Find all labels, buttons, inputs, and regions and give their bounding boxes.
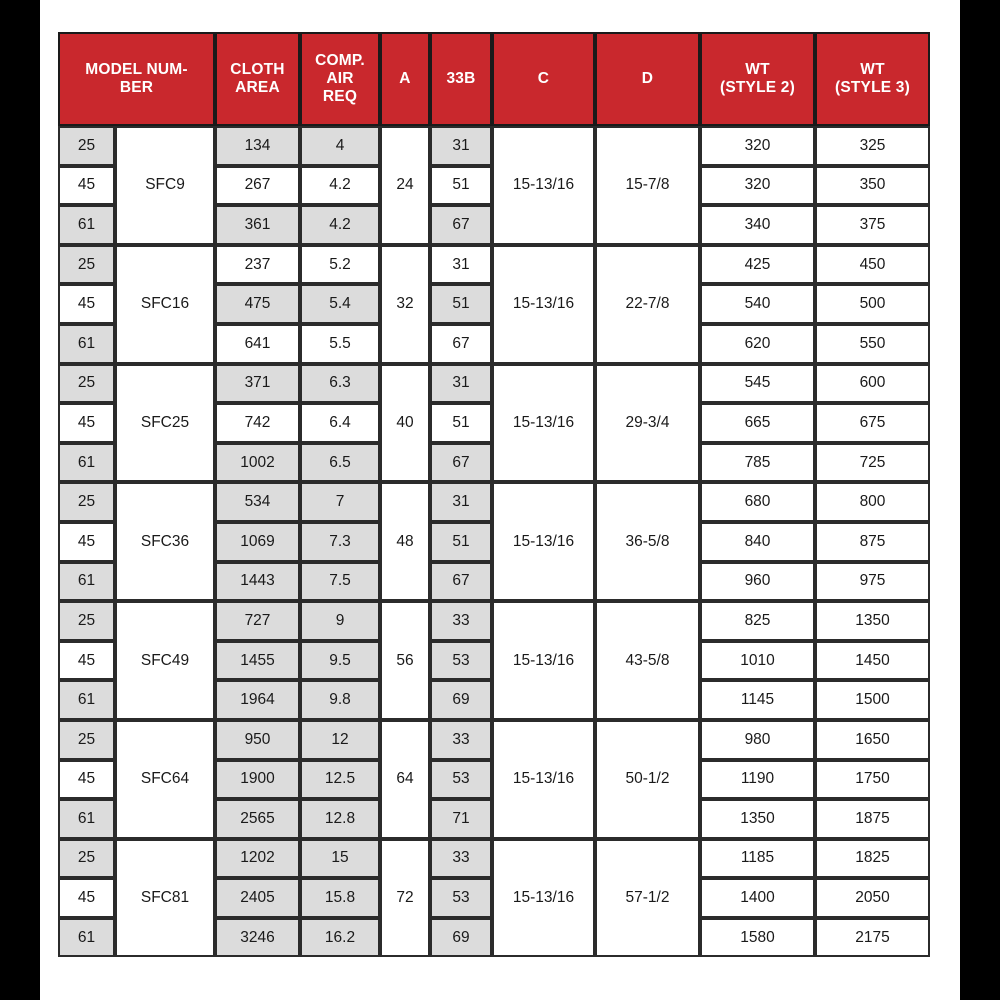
cell-wt-style-3: 1825 <box>815 839 930 879</box>
cell-d: 57-1/2 <box>595 839 700 958</box>
cell-wt-style-2: 320 <box>700 166 815 206</box>
cell-a: 56 <box>380 601 430 720</box>
cell-33b: 31 <box>430 482 492 522</box>
cell-wt-style-2: 1580 <box>700 918 815 958</box>
cell-model-number: 25 <box>58 839 115 879</box>
cell-wt-style-3: 875 <box>815 522 930 562</box>
cell-33b: 67 <box>430 324 492 364</box>
cell-cloth-area: 237 <box>215 245 300 285</box>
cell-model-number: 25 <box>58 364 115 404</box>
cell-cloth-area: 2565 <box>215 799 300 839</box>
cell-comp-air-req: 7.5 <box>300 562 380 602</box>
cell-wt-style-2: 545 <box>700 364 815 404</box>
table-row <box>58 126 930 166</box>
cell-model-number: 45 <box>58 641 115 681</box>
cell-wt-style-3: 800 <box>815 482 930 522</box>
table-row <box>58 720 930 760</box>
cell-comp-air-req: 9 <box>300 601 380 641</box>
specification-table <box>58 32 930 957</box>
cell-cloth-area: 727 <box>215 601 300 641</box>
cell-cloth-area: 371 <box>215 364 300 404</box>
cell-cloth-area: 1202 <box>215 839 300 879</box>
table-row <box>58 364 930 404</box>
cell-wt-style-2: 1190 <box>700 760 815 800</box>
cell-model-name: SFC81 <box>115 839 215 958</box>
cell-33b: 67 <box>430 205 492 245</box>
cell-comp-air-req: 4 <box>300 126 380 166</box>
cell-a: 64 <box>380 720 430 839</box>
cell-wt-style-2: 960 <box>700 562 815 602</box>
cell-comp-air-req: 5.5 <box>300 324 380 364</box>
cell-wt-style-3: 375 <box>815 205 930 245</box>
cell-wt-style-3: 1500 <box>815 680 930 720</box>
cell-model-number: 25 <box>58 126 115 166</box>
cell-wt-style-2: 540 <box>700 284 815 324</box>
cell-wt-style-3: 975 <box>815 562 930 602</box>
cell-model-number: 61 <box>58 799 115 839</box>
cell-comp-air-req: 5.2 <box>300 245 380 285</box>
cell-comp-air-req: 16.2 <box>300 918 380 958</box>
cell-wt-style-2: 825 <box>700 601 815 641</box>
cell-wt-style-3: 325 <box>815 126 930 166</box>
cell-model-number: 25 <box>58 720 115 760</box>
cell-model-number: 25 <box>58 482 115 522</box>
cell-cloth-area: 1002 <box>215 443 300 483</box>
cell-d: 43-5/8 <box>595 601 700 720</box>
cell-wt-style-3: 500 <box>815 284 930 324</box>
cell-33b: 53 <box>430 641 492 681</box>
cell-wt-style-2: 425 <box>700 245 815 285</box>
cell-c: 15-13/16 <box>492 126 595 245</box>
cell-comp-air-req: 12.8 <box>300 799 380 839</box>
cell-33b: 51 <box>430 522 492 562</box>
table-row <box>58 839 930 879</box>
table-header <box>58 32 930 126</box>
cell-33b: 53 <box>430 878 492 918</box>
table-row <box>58 482 930 522</box>
cell-wt-style-3: 1350 <box>815 601 930 641</box>
cell-comp-air-req: 6.3 <box>300 364 380 404</box>
cell-cloth-area: 134 <box>215 126 300 166</box>
cell-33b: 31 <box>430 245 492 285</box>
header-cell-model-number: MODEL NUM- BER <box>58 32 215 126</box>
cell-comp-air-req: 9.5 <box>300 641 380 681</box>
cell-wt-style-3: 450 <box>815 245 930 285</box>
cell-cloth-area: 1455 <box>215 641 300 681</box>
cell-model-number: 61 <box>58 918 115 958</box>
cell-cloth-area: 1069 <box>215 522 300 562</box>
header-cell-wt-style-3: WT (STYLE 3) <box>815 32 930 126</box>
cell-cloth-area: 641 <box>215 324 300 364</box>
cell-cloth-area: 742 <box>215 403 300 443</box>
cell-c: 15-13/16 <box>492 601 595 720</box>
cell-d: 22-7/8 <box>595 245 700 364</box>
cell-model-number: 61 <box>58 562 115 602</box>
table-row <box>58 601 930 641</box>
cell-model-number: 45 <box>58 878 115 918</box>
cell-model-number: 25 <box>58 245 115 285</box>
cell-33b: 33 <box>430 601 492 641</box>
table-row <box>58 245 930 285</box>
cell-33b: 71 <box>430 799 492 839</box>
cell-33b: 69 <box>430 918 492 958</box>
cell-wt-style-2: 680 <box>700 482 815 522</box>
cell-model-number: 61 <box>58 443 115 483</box>
cell-a: 40 <box>380 364 430 483</box>
header-cell-cloth-area: CLOTH AREA <box>215 32 300 126</box>
cell-33b: 31 <box>430 364 492 404</box>
cell-model-name: SFC36 <box>115 482 215 601</box>
cell-wt-style-3: 1450 <box>815 641 930 681</box>
cell-33b: 67 <box>430 443 492 483</box>
cell-model-number: 45 <box>58 522 115 562</box>
cell-33b: 53 <box>430 760 492 800</box>
cell-model-number: 45 <box>58 166 115 206</box>
cell-cloth-area: 267 <box>215 166 300 206</box>
header-cell-a: A <box>380 32 430 126</box>
spec-table-container <box>58 32 930 957</box>
cell-wt-style-2: 1010 <box>700 641 815 681</box>
cell-comp-air-req: 4.2 <box>300 166 380 206</box>
cell-comp-air-req: 5.4 <box>300 284 380 324</box>
cell-a: 32 <box>380 245 430 364</box>
cell-cloth-area: 475 <box>215 284 300 324</box>
cell-d: 36-5/8 <box>595 482 700 601</box>
cell-wt-style-3: 550 <box>815 324 930 364</box>
cell-wt-style-2: 665 <box>700 403 815 443</box>
cell-wt-style-3: 600 <box>815 364 930 404</box>
page-canvas <box>40 0 960 1000</box>
cell-comp-air-req: 4.2 <box>300 205 380 245</box>
cell-wt-style-3: 1750 <box>815 760 930 800</box>
cell-cloth-area: 1964 <box>215 680 300 720</box>
cell-model-number: 61 <box>58 680 115 720</box>
header-cell-c: C <box>492 32 595 126</box>
cell-comp-air-req: 6.4 <box>300 403 380 443</box>
cell-33b: 67 <box>430 562 492 602</box>
cell-33b: 33 <box>430 839 492 879</box>
cell-d: 50-1/2 <box>595 720 700 839</box>
cell-wt-style-2: 1185 <box>700 839 815 879</box>
cell-wt-style-2: 980 <box>700 720 815 760</box>
cell-cloth-area: 3246 <box>215 918 300 958</box>
cell-comp-air-req: 7.3 <box>300 522 380 562</box>
cell-cloth-area: 534 <box>215 482 300 522</box>
cell-wt-style-3: 2175 <box>815 918 930 958</box>
cell-wt-style-3: 1650 <box>815 720 930 760</box>
cell-cloth-area: 1443 <box>215 562 300 602</box>
cell-comp-air-req: 6.5 <box>300 443 380 483</box>
cell-33b: 51 <box>430 166 492 206</box>
cell-comp-air-req: 15 <box>300 839 380 879</box>
cell-a: 24 <box>380 126 430 245</box>
cell-comp-air-req: 7 <box>300 482 380 522</box>
cell-c: 15-13/16 <box>492 245 595 364</box>
cell-c: 15-13/16 <box>492 720 595 839</box>
table-body <box>58 126 930 957</box>
cell-model-number: 25 <box>58 601 115 641</box>
cell-c: 15-13/16 <box>492 364 595 483</box>
cell-comp-air-req: 12 <box>300 720 380 760</box>
cell-model-number: 45 <box>58 284 115 324</box>
cell-a: 72 <box>380 839 430 958</box>
cell-33b: 33 <box>430 720 492 760</box>
cell-model-number: 61 <box>58 205 115 245</box>
cell-wt-style-2: 785 <box>700 443 815 483</box>
cell-33b: 51 <box>430 284 492 324</box>
cell-33b: 69 <box>430 680 492 720</box>
cell-wt-style-3: 1875 <box>815 799 930 839</box>
cell-c: 15-13/16 <box>492 839 595 958</box>
cell-d: 15-7/8 <box>595 126 700 245</box>
cell-wt-style-2: 1400 <box>700 878 815 918</box>
cell-model-name: SFC64 <box>115 720 215 839</box>
header-cell-d: D <box>595 32 700 126</box>
cell-wt-style-3: 725 <box>815 443 930 483</box>
cell-wt-style-2: 1350 <box>700 799 815 839</box>
cell-cloth-area: 950 <box>215 720 300 760</box>
cell-cloth-area: 2405 <box>215 878 300 918</box>
cell-cloth-area: 361 <box>215 205 300 245</box>
cell-model-name: SFC16 <box>115 245 215 364</box>
cell-comp-air-req: 12.5 <box>300 760 380 800</box>
cell-wt-style-3: 2050 <box>815 878 930 918</box>
cell-wt-style-2: 620 <box>700 324 815 364</box>
cell-model-name: SFC25 <box>115 364 215 483</box>
cell-wt-style-2: 840 <box>700 522 815 562</box>
header-cell-comp-air-req: COMP. AIR REQ <box>300 32 380 126</box>
cell-wt-style-2: 320 <box>700 126 815 166</box>
cell-model-number: 61 <box>58 324 115 364</box>
cell-33b: 31 <box>430 126 492 166</box>
cell-wt-style-3: 350 <box>815 166 930 206</box>
cell-model-name: SFC49 <box>115 601 215 720</box>
cell-wt-style-3: 675 <box>815 403 930 443</box>
header-cell-33b: 33B <box>430 32 492 126</box>
header-row <box>58 32 930 126</box>
cell-a: 48 <box>380 482 430 601</box>
cell-wt-style-2: 340 <box>700 205 815 245</box>
cell-model-number: 45 <box>58 403 115 443</box>
cell-cloth-area: 1900 <box>215 760 300 800</box>
cell-comp-air-req: 15.8 <box>300 878 380 918</box>
cell-c: 15-13/16 <box>492 482 595 601</box>
cell-model-number: 45 <box>58 760 115 800</box>
cell-33b: 51 <box>430 403 492 443</box>
cell-comp-air-req: 9.8 <box>300 680 380 720</box>
cell-model-name: SFC9 <box>115 126 215 245</box>
cell-wt-style-2: 1145 <box>700 680 815 720</box>
header-cell-wt-style-2: WT (STYLE 2) <box>700 32 815 126</box>
cell-d: 29-3/4 <box>595 364 700 483</box>
